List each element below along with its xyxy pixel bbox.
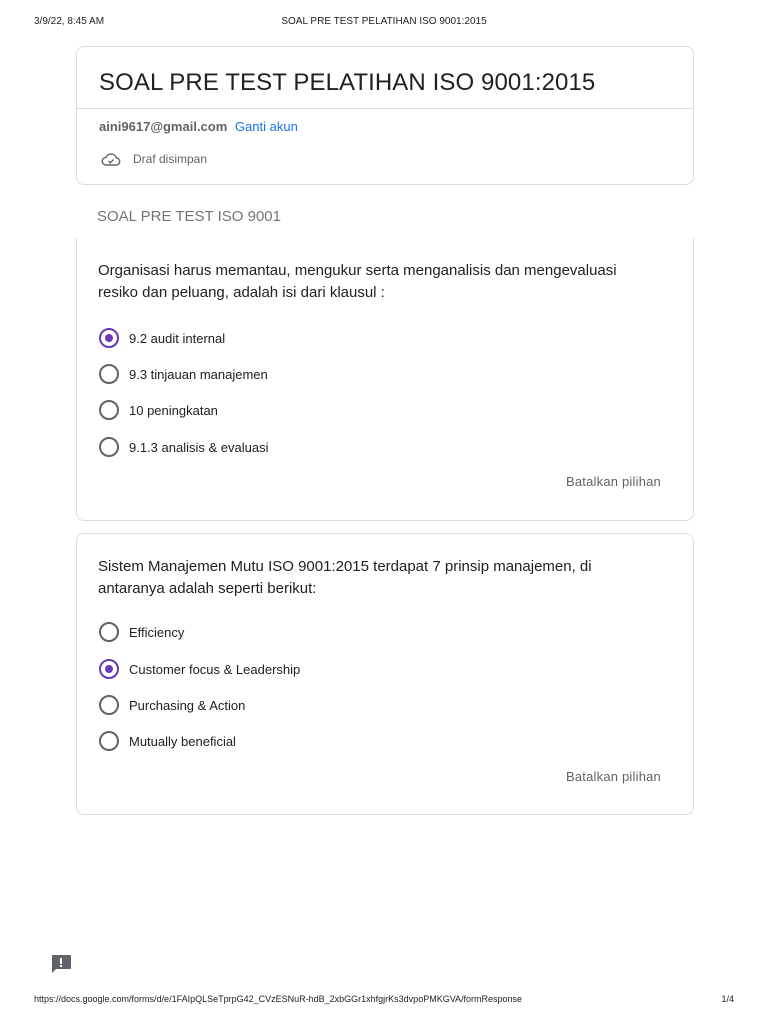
question-card-2 <box>76 533 694 815</box>
account-line <box>99 119 298 134</box>
draft-saved-status <box>101 149 207 169</box>
question-card-1 <box>76 238 694 521</box>
option-label: 9.3 tinjauan manajemen <box>129 366 268 382</box>
radio-button-checked[interactable] <box>99 328 119 348</box>
radio-button[interactable] <box>99 364 119 384</box>
print-page-number: 1/4 <box>721 994 734 1004</box>
header-divider <box>77 108 693 109</box>
form-header-card <box>76 46 694 185</box>
radio-option[interactable] <box>99 398 218 422</box>
radio-button[interactable] <box>99 437 119 457</box>
print-date: 3/9/22, 8:45 AM <box>34 16 105 27</box>
option-label: 9.1.3 analisis & evaluasi <box>129 439 269 455</box>
radio-option[interactable] <box>99 620 184 644</box>
option-label: 10 peningkatan <box>129 402 218 418</box>
radio-option[interactable] <box>99 657 300 681</box>
option-label: Mutually beneficial <box>129 733 236 749</box>
radio-option[interactable] <box>99 693 245 717</box>
account-email: aini9617@gmail.com <box>99 119 228 134</box>
option-label: Purchasing & Action <box>129 697 246 713</box>
radio-button[interactable] <box>99 400 119 420</box>
print-title: SOAL PRE TEST PELATIHAN ISO 9001:2015 <box>281 16 487 27</box>
draft-saved-label: Draf disimpan <box>133 152 208 166</box>
section-title: SOAL PRE TEST ISO 9001 <box>97 208 281 225</box>
option-label: Efficiency <box>129 624 185 640</box>
radio-option[interactable] <box>99 435 268 459</box>
clear-selection-button[interactable]: Batalkan pilihan <box>566 769 661 784</box>
radio-option[interactable] <box>99 362 268 386</box>
radio-button[interactable] <box>99 731 119 751</box>
option-label: 9.2 audit internal <box>129 330 226 346</box>
question-text: Organisasi harus memantau, mengukur serta menganalisis dan mengevaluasi resiko dan peluang, adalah isi dari klausul : <box>98 262 617 301</box>
print-url: https://docs.google.com/forms/d/e/1FAIpQLSeTprpG42_CVzESNuR-hdB_2xbGGr1xhfgjrKs3dvpoPMKGVA/formResponse <box>34 994 523 1004</box>
radio-button[interactable] <box>99 695 119 715</box>
switch-account-link[interactable]: Ganti akun <box>234 119 298 134</box>
print-footer <box>0 994 768 1008</box>
radio-option[interactable] <box>99 729 236 753</box>
question-text: Sistem Manajemen Mutu ISO 9001:2015 terdapat 7 prinsip manajemen, di antaranya adalah seperti berikut: <box>98 558 592 597</box>
option-label: Customer focus & Leadership <box>129 661 301 677</box>
radio-button-checked[interactable] <box>99 659 119 679</box>
radio-option[interactable] <box>99 326 225 350</box>
form-title: SOAL PRE TEST PELATIHAN ISO 9001:2015 <box>99 69 596 96</box>
feedback-icon[interactable] <box>50 954 72 974</box>
radio-button[interactable] <box>99 622 119 642</box>
cloud-check-icon <box>101 152 121 166</box>
clear-selection-button[interactable]: Batalkan pilihan <box>566 474 661 489</box>
print-header <box>0 14 768 32</box>
